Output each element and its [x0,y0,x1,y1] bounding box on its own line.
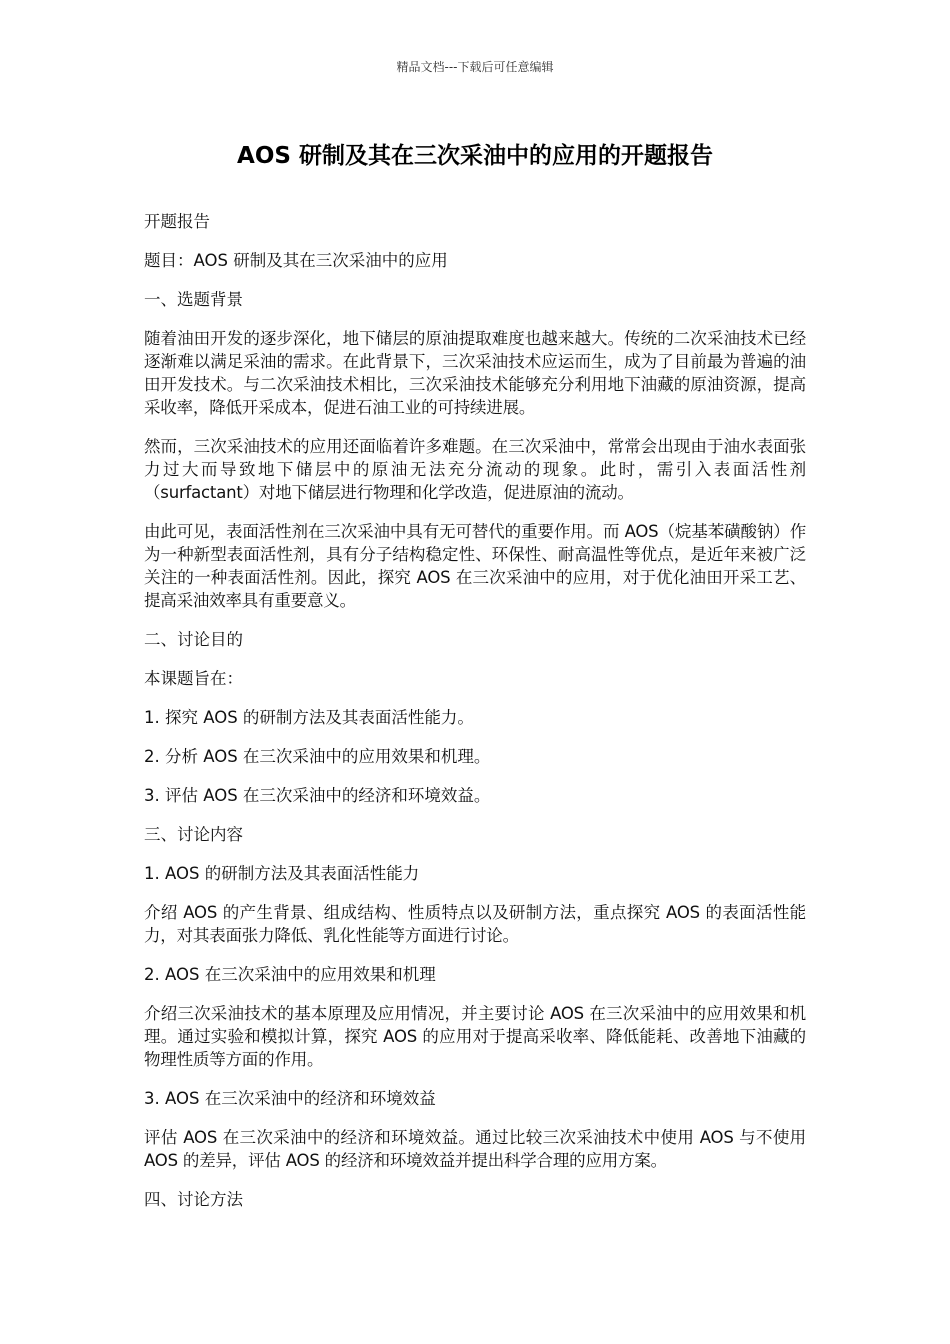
content-paragraph-1: 介绍 AOS 的产生背景、组成结构、性质特点以及研制方法，重点探究 AOS 的表面活性能力，对其表面张力降低、乳化性能等方面进行讨论。 [144,903,806,945]
purpose-item-1: 1. 探究 AOS 的研制方法及其表面活性能力。 [144,708,474,727]
topic-line: 题目：AOS 研制及其在三次采油中的应用 [144,251,448,270]
content-paragraph-3: 评估 AOS 在三次采油中的经济和环境效益。通过比较三次采油技术中使用 AOS 与不使用 AOS 的差异，评估 AOS 的经济和环境效益并提出科学合理的应用方案。 [144,1128,806,1170]
background-paragraph-1: 随着油田开发的逐步深化，地下储层的原油提取难度也越来越大。传统的二次采油技术已经逐渐难以满足采油的需求。在此背景下，三次采油技术应运而生，成为了目前最为普遍的油田开发技术。与二次采油技术相比，三次采油技术能够充分利用地下油藏的原油资源，提高采收率，降低开采成本，促进石油工业的可持续进展。 [144,329,806,417]
content-subheading-1: 1. AOS 的研制方法及其表面活性能力 [144,864,420,883]
header-note: 精品文档---下载后可任意编辑 [396,60,554,74]
background-paragraph-2: 然而，三次采油技术的应用还面临着许多难题。在三次采油中，常常会出现由于油水表面张力过大而导致地下储层中的原油无法充分流动的现象。此时，需引入表面活性剂（surfactant）对地下储层进行物理和化学改造，促进原油的流动。 [144,437,806,502]
section-heading-purpose: 二、讨论目的 [144,630,243,649]
document-body [144,210,806,1227]
purpose-intro: 本课题旨在： [144,669,243,688]
content-subheading-2: 2. AOS 在三次采油中的应用效果和机理 [144,965,436,984]
purpose-item-3: 3. 评估 AOS 在三次采油中的经济和环境效益。 [144,786,491,805]
section-heading-background: 一、选题背景 [144,290,243,309]
section-heading-content: 三、讨论内容 [144,825,243,844]
background-paragraph-3: 由此可见，表面活性剂在三次采油中具有无可替代的重要作用。而 AOS（烷基苯磺酸钠）作为一种新型表面活性剂，具有分子结构稳定性、环保性、耐高温性等优点，是近年来被广泛关注的一种表面活性剂。因此，探究 AOS 在三次采油中的应用，对于优化油田开采工艺、提高采油效率具有重要意义。 [144,522,806,610]
purpose-item-2: 2. 分析 AOS 在三次采油中的应用效果和机理。 [144,747,491,766]
report-label: 开题报告 [144,212,210,231]
section-heading-method: 四、讨论方法 [144,1190,243,1209]
document-title: AOS 研制及其在三次采油中的应用的开题报告 [237,143,713,169]
content-subheading-3: 3. AOS 在三次采油中的经济和环境效益 [144,1089,436,1108]
content-paragraph-2: 介绍三次采油技术的基本原理及应用情况，并主要讨论 AOS 在三次采油中的应用效果和机理。通过实验和模拟计算，探究 AOS 的应用对于提高采收率、降低能耗、改善地下油藏的物理性质等方面的作用。 [144,1004,806,1069]
